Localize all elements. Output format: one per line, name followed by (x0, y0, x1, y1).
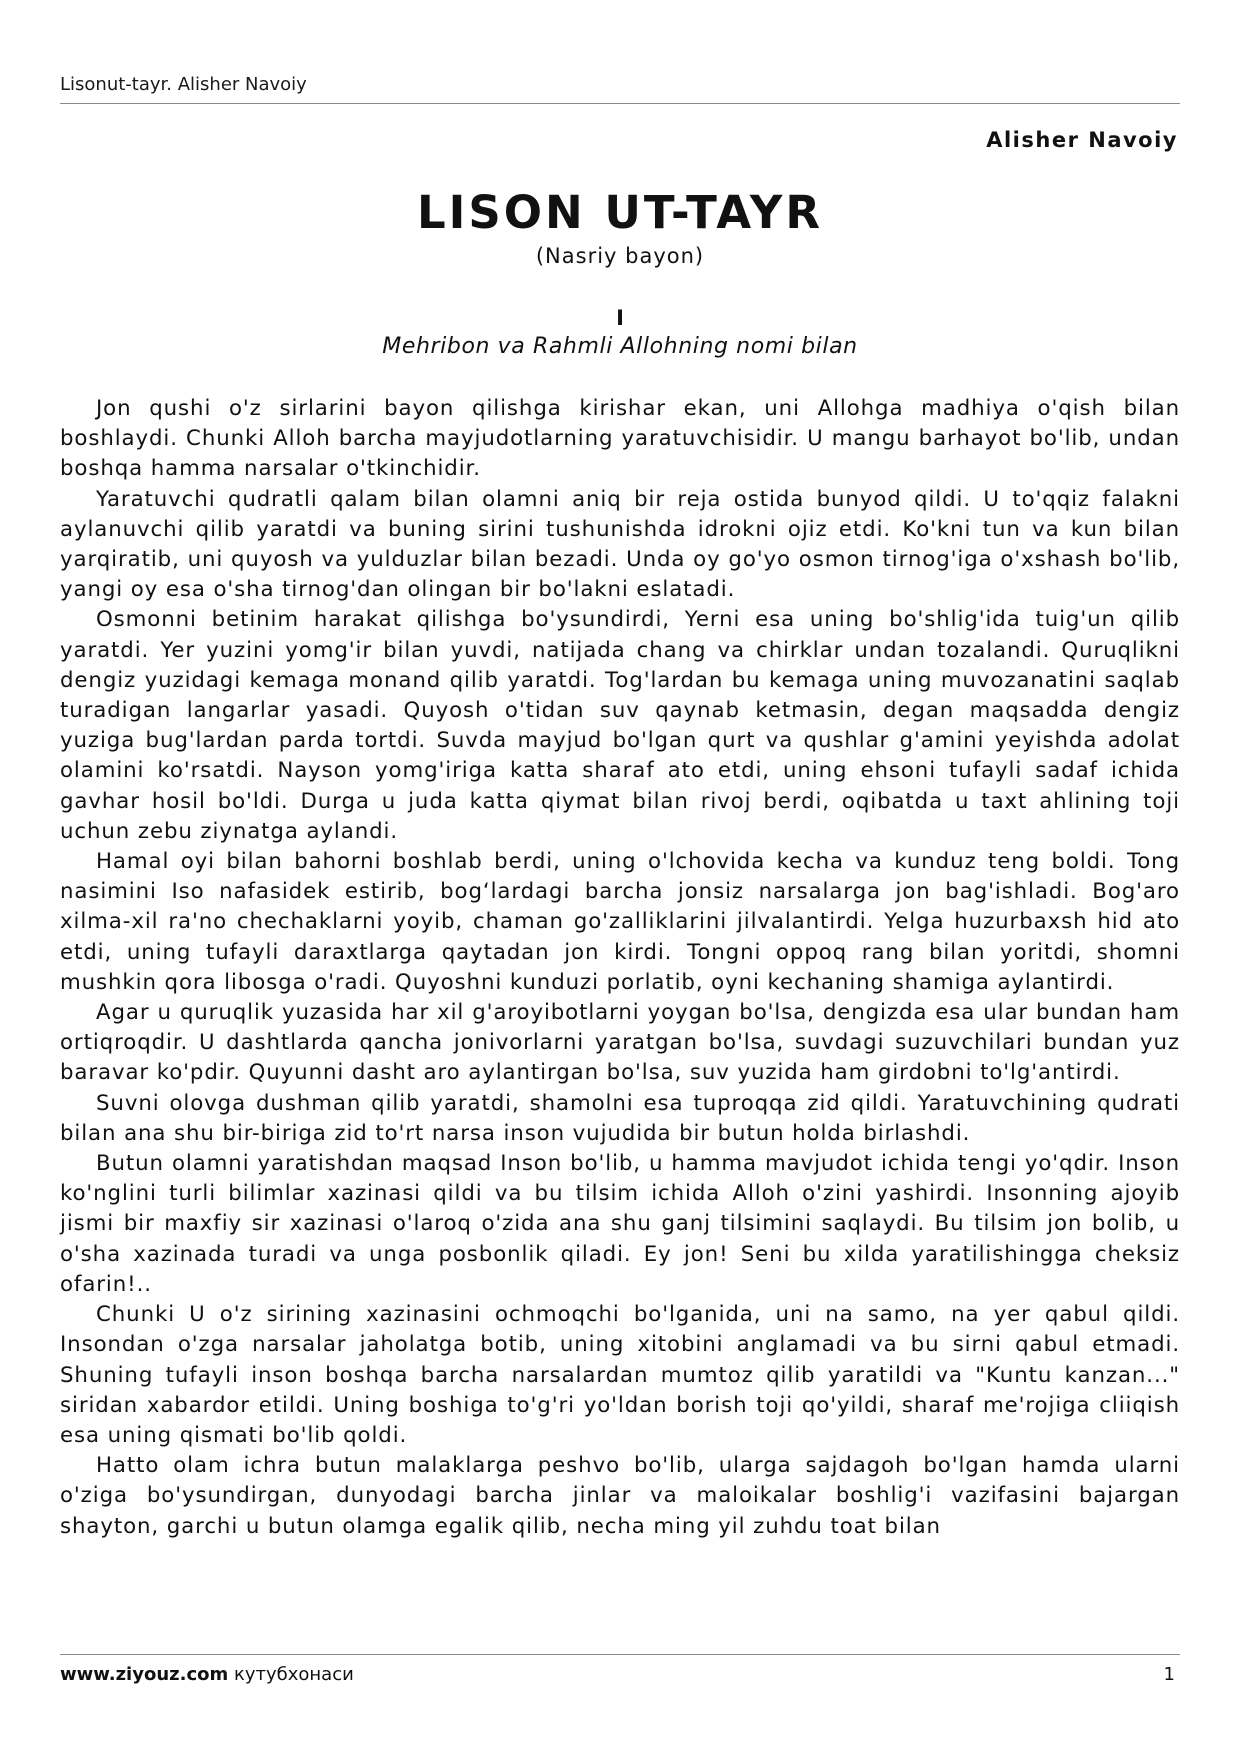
chapter-number: I (616, 306, 624, 330)
footer-site-url[interactable]: www.ziyouz.com (60, 1664, 229, 1685)
body-text (60, 394, 1180, 1542)
page-title: LISON UT-TAYR (416, 186, 824, 239)
paragraph: Chunki U o'z sirining xazinasini ochmoqchi bo'lganida, uni na samo, na yer qabul qildi. Insondan o'zga narsalar jaholatga botib, uning xitobini anglamadi va bu sirni qabul etmadi. Shuning tufayli inson boshqa barcha narsalardan mumtoz qilib yaratildi va "Kuntu kanzan..." siridan xabardor etildi. Uning boshiga to'g'ri yo'ldan borish toji qo'yildi, sharaf me'rojiga cliiqish esa uning qismati bo'lib qoldi. (60, 1302, 1180, 1448)
chapter-heading: Mehribon va Rahmli Allohning nomi bilan (382, 334, 858, 359)
header-divider (60, 103, 1180, 104)
page-number: 1 (1163, 1664, 1175, 1685)
paragraph: Hamal oyi bilan bahorni boshlab berdi, uning o'lchovida kecha va kunduz teng boldi. Tong nasimini Iso nafasidek estirib, bog‘lardagi barcha jonsiz narsalarga jon bag'ishladi. Bog'aro xilma-xil ra'no chechaklarni yoyib, chaman go'zalliklarini jilvalantirdi. Yelga huzurbaxsh hid ato etdi, uning tufayli daraxtlarga qaytadan jon kirdi. Tongni oppoq rang bilan yoritdi, shomni mushkin qora libosga o'radi. Quyoshni kunduzi porlatib, oyni kechaning shamiga aylantirdi. (60, 849, 1180, 995)
paragraph: Yaratuvchi qudratli qalam bilan olamni aniq bir reja ostida bunyod qildi. U to'qqiz falakni aylanuvchi qilib yaratdi va buning sirini tushunishda idrokni ojiz etdi. Ko'kni tun va kun bilan yarqiratib, uni quyosh va yulduzlar bilan bezadi. Unda oy go'yo osmon tirnog'iga o'xshash bo'lib, yangi oy esa o'sha tirnog'dan olingan bir bo'lakni eslatadi. (60, 486, 1180, 603)
page-subtitle: (Nasriy bayon) (535, 244, 705, 268)
paragraph: Butun olamni yaratishdan maqsad Inson bo'lib, u hamma mavjudot ichida tengi yo'qdir. Inson ko'nglini turli bilimlar xazinasi qildi va bu tilsim ichida Alloh o'zini yashirdi. Insonning ajoyib jismi bir maxfiy sir xazinasi o'laroq o'zida ana shu ganj tilsimini saqlaydi. Bu tilsim jon bolib, u o'sha xazinada turadi va unga posbonlik qiladi. Ey jon! Seni bu xilda yaratilishingga cheksiz ofarin!.. (60, 1151, 1180, 1297)
footer-site (60, 1664, 354, 1685)
paragraph: Jon qushi o'z sirlarini bayon qilishga kirishar ekan, uni Allohga madhiya o'qish bilan boshlaydi. Chunki Alloh barcha mayjudotlarning yaratuvchisidir. U mangu barhayot bo'lib, undan boshqa hamma narsalar o'tkinchidir. (60, 396, 1180, 482)
footer-library-label: кутубхонаси (233, 1664, 354, 1685)
running-header: Lisonut-tayr. Alisher Navoiy (60, 74, 307, 95)
footer-divider (60, 1654, 1180, 1655)
paragraph: Suvni olovga dushman qilib yaratdi, shamolni esa tuproqqa zid qildi. Yaratuvchining qudrati bilan ana shu bir-biriga zid to'rt narsa inson vujudida bir butun holda birlashdi. (60, 1090, 1180, 1146)
author-name: Alisher Navoiy (986, 128, 1178, 152)
paragraph: Agar u quruqlik yuzasida har xil g'aroyibotlarni yoygan bo'lsa, dengizda esa ular bundan ham ortiqroqdir. U dashtlarda qancha jonivorlarni yaratgan bo'lsa, suvdagi suzuvchilari bundan yuz baravar ko'pdir. Quyunni dasht aro aylantirgan bo'lsa, suv yuzida ham girdobni to'lg'antirdi. (60, 1000, 1180, 1086)
paragraph: Osmonni betinim harakat qilishga bo'ysundirdi, Yerni esa uning bo'shlig'ida tuig'un qilib yaratdi. Yer yuzini yomg'ir bilan yuvdi, natijada chang va chirklar undan tozalandi. Quruqlikni dengiz yuzidagi kemaga monand qilib yaratdi. Tog'lardan bu kemaga uning muvozanatini saqlab turadigan langarlar yasadi. Quyosh o'tidan suv qaynab ketmasin, degan maqsadda dengiz yuziga bug'lardan parda tortdi. Suvda mayjud bo'lgan qurt va qushlar g'amini yeyishda adolat olamini ko'rsatdi. Nayson yomg'iriga katta sharaf ato etdi, uning ehsoni tufayli sadaf ichida gavhar hosil bo'ldi. Durga u juda katta qiymat bilan rivoj berdi, oqibatda u taxt ahlining toji uchun zebu ziynatga aylandi. (60, 607, 1180, 844)
paragraph: Hatto olam ichra butun malaklarga peshvo bo'lib, ularga sajdagoh bo'lgan hamda ularni o'ziga bo'ysundirgan, dunyodagi barcha jinlar va maloikalar boshlig'i vazifasini bajargan shayton, garchi u butun olamga egalik qilib, necha ming yil zuhdu toat bilan (60, 1453, 1180, 1539)
